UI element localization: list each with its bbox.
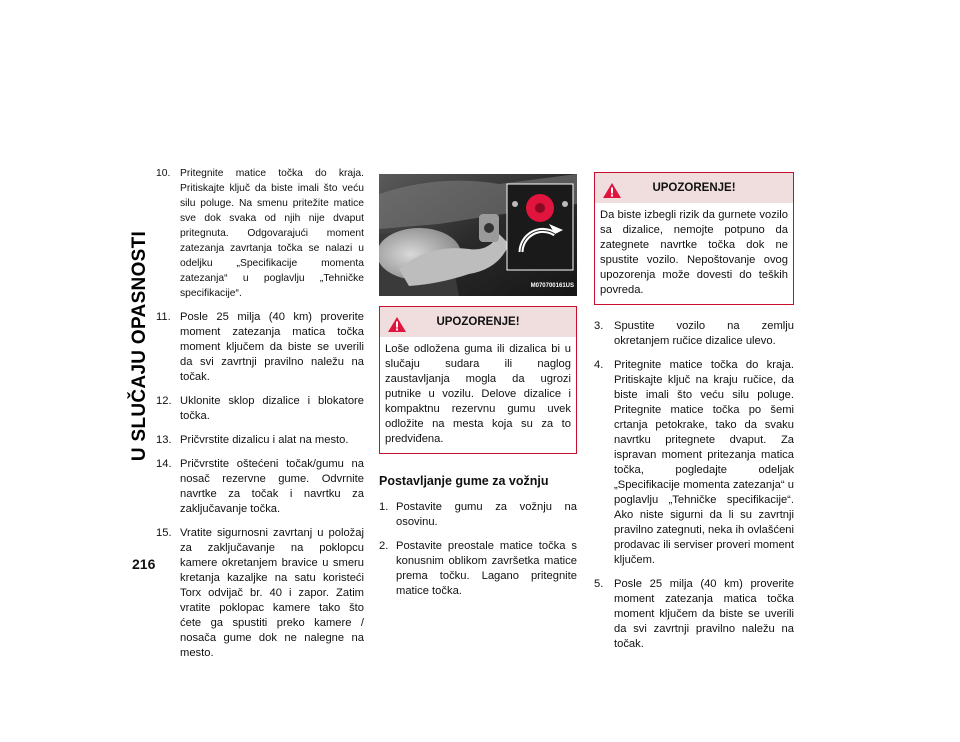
step-number: 15.	[156, 527, 172, 539]
step-number: 4.	[594, 359, 604, 371]
list-item	[594, 577, 794, 652]
list-item	[379, 500, 577, 530]
step-text: Vratite sigurnosni zavrtanj u položaj za zaključavanje na poklopcu kamere okretanjem bravice u smeru kretanja kazaljke na satu koristeći Torx odvijač br. 40 i zapor. Zatim vratite poklopac kamere tako što ćete ga spustiti preko kamere / nosača gume dok ne nalegne na mesto.	[180, 527, 364, 659]
list-item	[156, 457, 364, 517]
page-number: 216	[132, 556, 156, 572]
warning-triangle-icon	[388, 314, 406, 344]
list-item	[379, 539, 577, 599]
step-number: 14.	[156, 458, 172, 470]
warning-box	[379, 306, 577, 454]
step-text: Pričvrstite oštećeni točak/gumu na nosač rezervne gume. Odvrnite navrtke za točak i navrtku za zaključavanje točka.	[180, 458, 364, 515]
list-item	[156, 526, 364, 661]
list-item	[594, 319, 794, 349]
warning-title: UPOZORENJE!	[652, 182, 736, 194]
warning-triangle-icon	[603, 180, 621, 210]
warning-box	[594, 172, 794, 305]
step-number: 12.	[156, 395, 172, 407]
warning-title: UPOZORENJE!	[436, 316, 520, 328]
step-number: 11.	[156, 311, 171, 323]
step-text: Posle 25 milja (40 km) proverite moment zatezanja matica točka moment ključem da biste se uverili da svi zavrtnji pravilno naležu na točak.	[180, 311, 364, 383]
step-text: Pričvrstite dizalicu i alat na mesto.	[180, 434, 349, 446]
step-number: 3.	[594, 320, 604, 332]
step-number: 13.	[156, 434, 172, 446]
list-item	[156, 394, 364, 424]
steps-list	[594, 319, 794, 652]
warning-text: Loše odložena guma ili dizalica bi u slučaju sudara ili naglog zaustavljanja mogla da ugrozi putnike u vozilu. Delove dizalice i kompaktnu rezervnu gumu uvek odložite na mesta koja su za to predviđena.	[385, 343, 571, 445]
step-number: 2.	[379, 540, 389, 552]
step-text: Spustite vozilo na zemlju okretanjem ručice dizalice ulevo.	[614, 320, 794, 347]
step-text: Uklonite sklop dizalice i blokatore točka.	[180, 395, 364, 422]
list-item	[594, 358, 794, 568]
warning-text: Da biste izbegli rizik da gurnete vozilo sa dizalice, nemojte potpuno da zategnete navrtke točka dok ne spustite vozilo. Nepoštovanje ovog upozorenja može dovesti do teških povreda.	[600, 209, 788, 296]
step-number: 5.	[594, 578, 604, 590]
warning-header	[595, 173, 793, 203]
side-chapter-tab	[122, 140, 158, 552]
camera-cover-photo	[379, 174, 577, 296]
warning-header	[380, 307, 576, 337]
list-item	[156, 310, 364, 385]
step-text: Posle 25 milja (40 km) proverite moment zatezanja matica točka moment ključem da biste se uverili da svi zavrtnji pravilno naležu na točak.	[614, 578, 794, 650]
section-heading: Postavljanje gume za vožnju	[379, 474, 549, 488]
image-reference-code: M070700161US	[530, 283, 574, 289]
column-left	[156, 166, 364, 670]
step-text: Postavite gumu za vožnju na osovinu.	[396, 501, 577, 528]
step-text: Postavite preostale matice točka s konusnim oblikom završetka matice prema točku. Lagano pritegnite matice točka.	[396, 540, 577, 597]
steps-list	[156, 166, 364, 661]
list-item	[156, 433, 364, 448]
column-middle	[379, 166, 577, 608]
steps-list	[379, 500, 577, 599]
camera-cover-illustration	[379, 174, 577, 296]
step-text: Pritegnite matice točka do kraja. Pritiskajte ključ da biste imali što veću silu poluge. Na smenu pritežite matice sve dok svaka od njih nije dvaput pritegnuta. Odgovarajući moment zatezanja zavrtanja točka se nalazi u odeljku „Specifikacije momenta zatezanja“ u poglavlju „Tehničke specifikacije“.	[180, 168, 364, 299]
side-chapter-title: U SLUČAJU OPASNOSTI	[129, 230, 150, 462]
column-right	[594, 172, 794, 661]
step-number: 10.	[156, 168, 171, 179]
list-item	[156, 166, 364, 301]
step-text: Pritegnite matice točka do kraja. Pritiskajte ključ na kraju ručice, da biste imali što veću silu poluge. Pritegnite matice točka po šemi crtanja petokrake, tako da svaku navrtku pritegnete dvaput. Za ispravan moment pritezanja matica točka, pogledajte odeljak „Specifikacije momenta zatezanja“ u poglavlju „Tehničke specifikacije“. Ako niste sigurni da li su zavrtnji pravilno zategnuti, neka ih ovlašćeni prodavac ili serviser proveri moment ključem.	[614, 359, 794, 566]
step-number: 1.	[379, 501, 389, 513]
